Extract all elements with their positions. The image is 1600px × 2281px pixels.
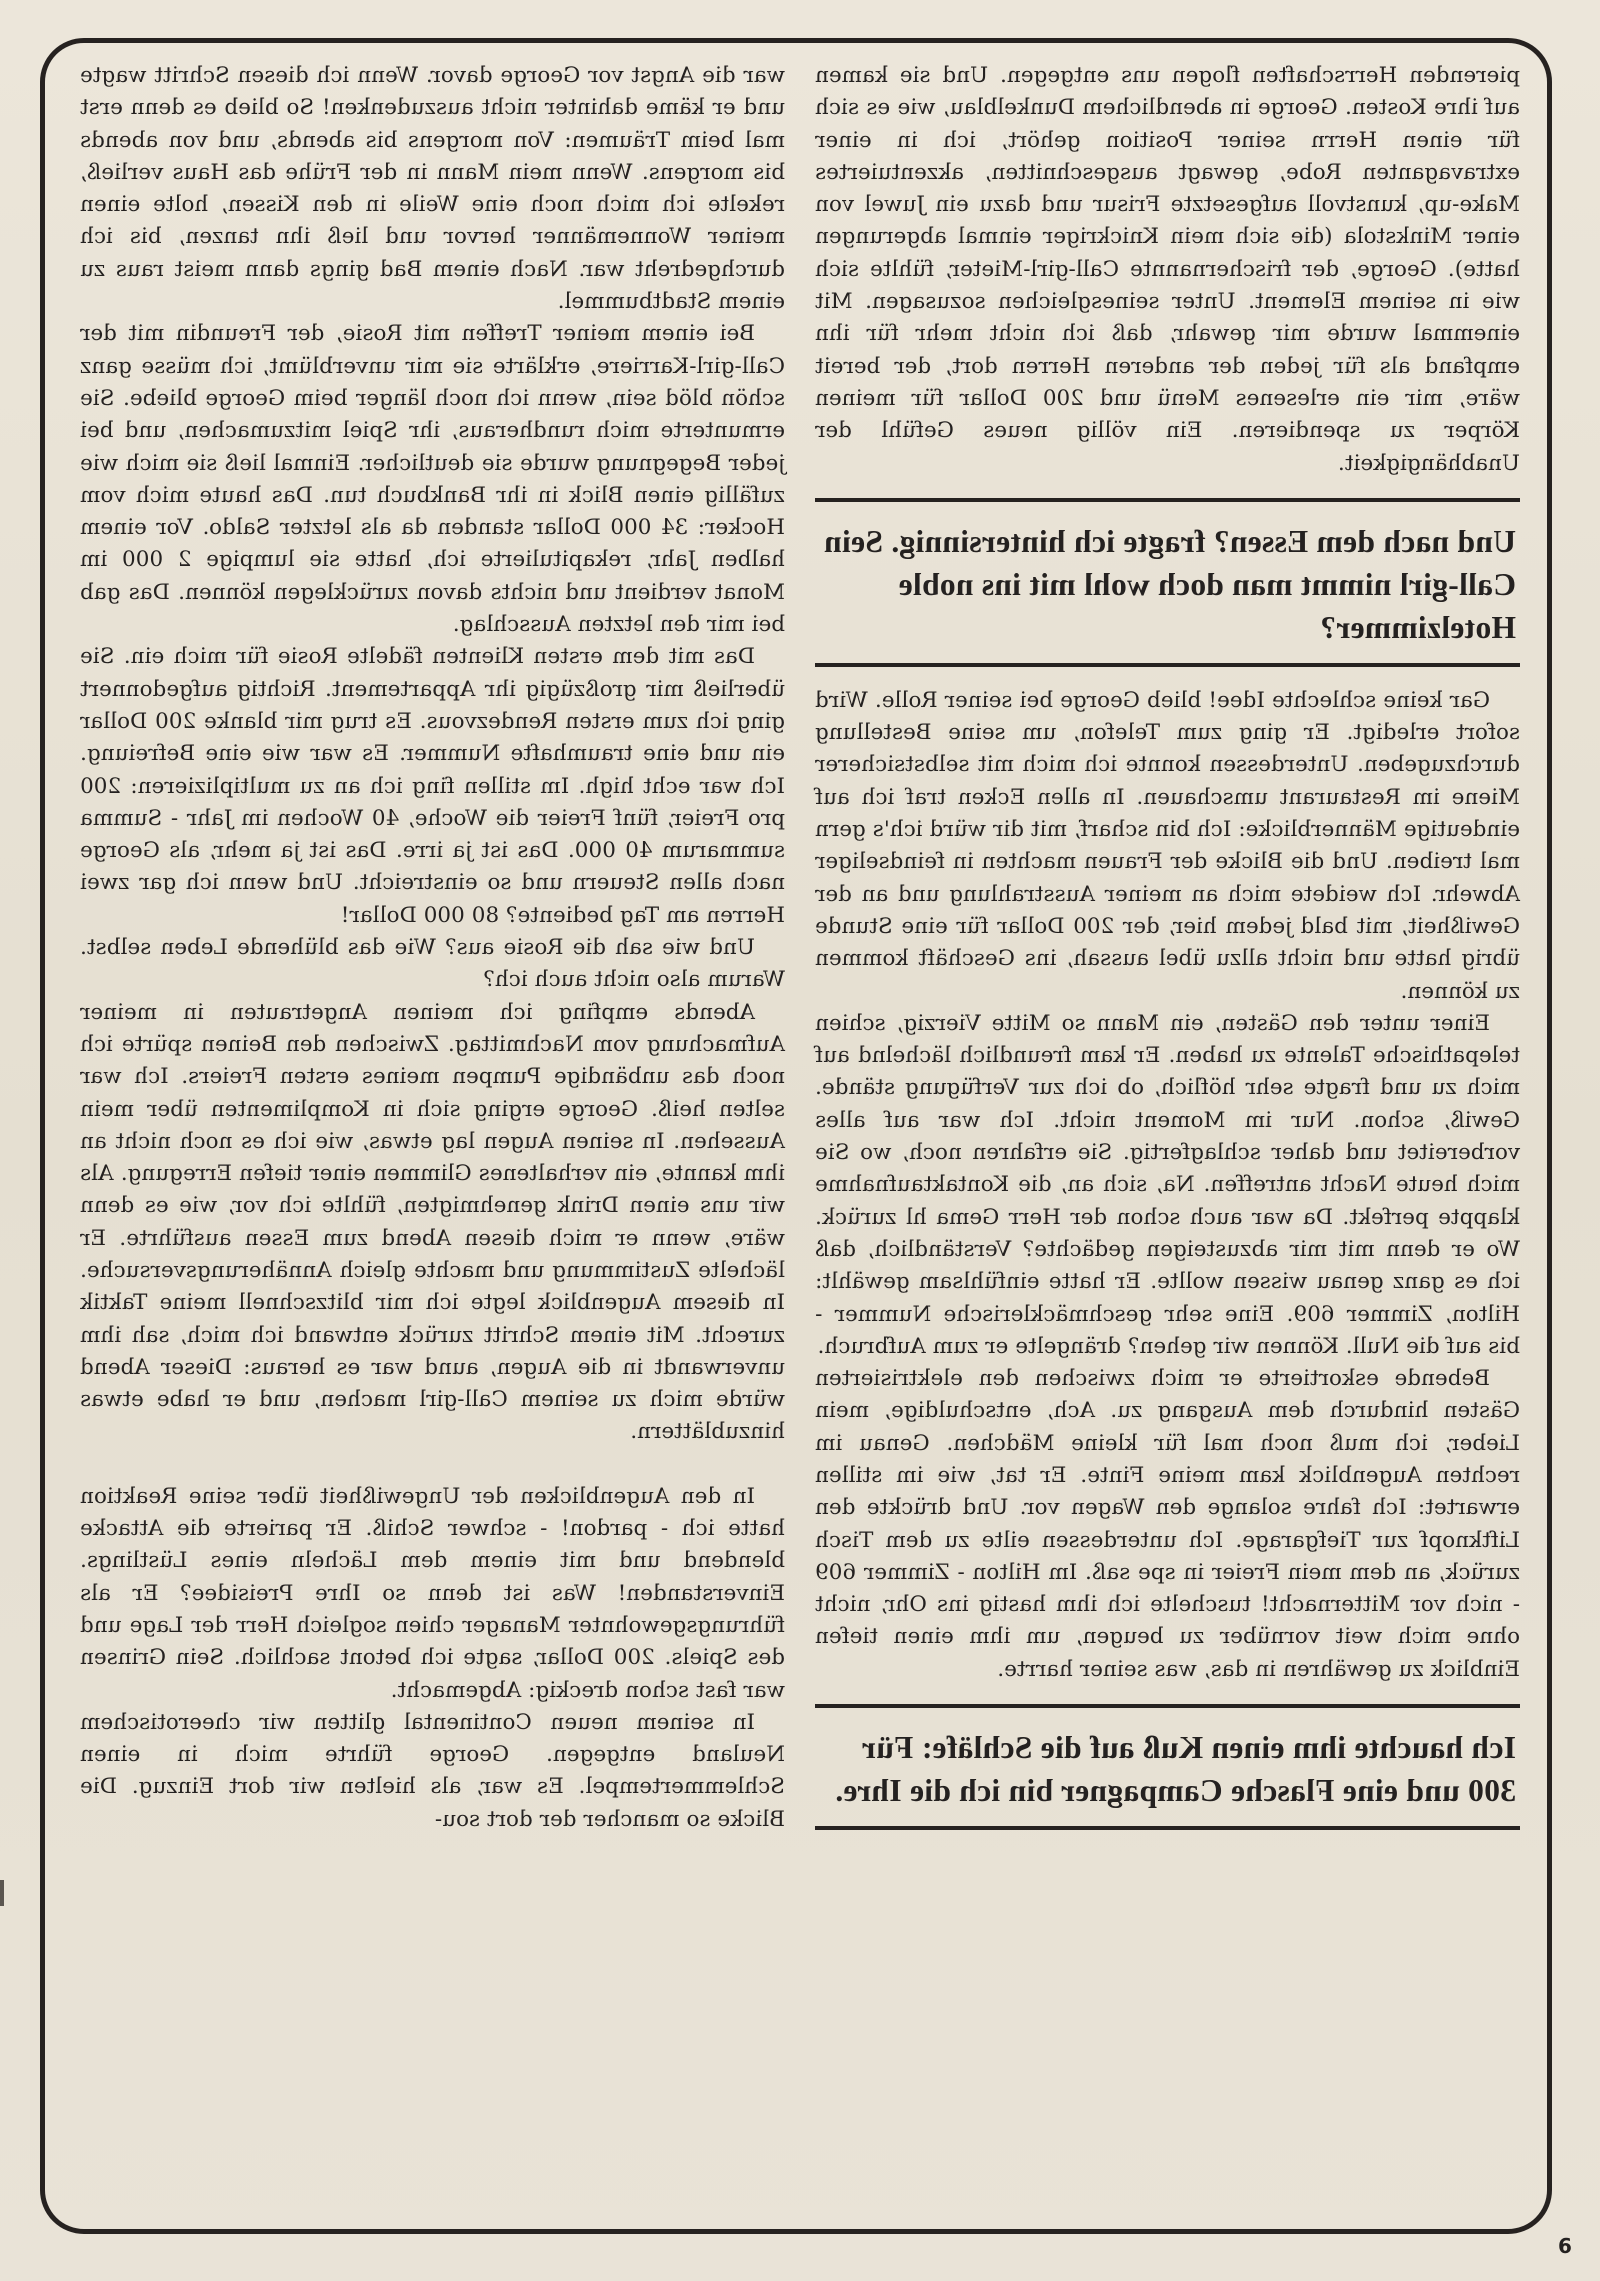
paragraph: In den Augenblicken der Ungewißheit über seine Reaktion hatte ich - pardon! - schwer Schiß. Er parierte die Attacke blendend und mit einem dem Lächeln eines Lüstlings. Einverstanden! Was ist denn so Ihre Preisidee? Er als führungsgewohnter Manager chien sogleich Herr der Lage und des Spiels. 200 Dollar, sagte ich betont sachlich. Sein Grinsen war fast schon dreckig: Abgemacht. xyxy=(80,1483,785,1703)
paragraph: Einer unter den Gästen, ein Mann so Mitte Vierzig, schien telepathische Talente zu haben. Er kam freundlich lächelnd auf mich zu und fragte sehr höflich, ob ich zur Verfügung stände. Gewiß, schon. Nur im Moment nicht. Ich war auf alles vorbereitet und daher schlagfertig. Sie erfahren noch, wo Sie mich heute Nacht antreffen. Na, sich an, die Kontaktaufnahme klappte perfekt. Da war auch schon der Herr Gema hl zurück. Wo er denn mit mir abzusteigen gedächte? Verständlich, daß ich es ganz genau wissen wollte. Er hatte einfühlsam gewählt: Hilton, Zimmer 609. Eine sehr geschmäcklerische Nummer - bis auf die Null. Können wir gehen? drängelte er zum Aufbruch. xyxy=(815,1010,1520,1359)
paragraph: Bebende eskortierte er mich zwischen den elektrisierten Gästen hindurch dem Ausgang zu. Ach, entschuldige, mein Lieber, ich muß noch mal für kleine Mädchen. Genau im rechten Augenblick kam meine Finte. Er tat, wie im stillen erwartet: Ich fahre solange den Wagen vor. Und drückte den Liftknopf zur Tiefgarage. Ich unterdessen eilte zu dem Tisch zurück, an dem mein Freier in spe saß. Im Hilton - Zimmer 609 - nich vor Mitternacht! tuschelte ich ihm hastig ins Ohr, nicht ohne mich weit vornüber zu beugen, um ihm einen tiefen Einblick zu gewähren in das, was seiner harrte. xyxy=(815,1366,1520,1682)
paragraph: Abends empfing ich meinen Angetrauten in meiner Aufmachung vom Nachmittag. Zwischen den Beinen spürte ich noch das unbändige Pumpen meines ersten Freiers. Ich war selten heiß. George erging sich in Komplimenten über mein Aussehen. In seinen Augen lag etwas, wie ich es noch nicht an ihm kannte, ein verhaltenes Glimmen einer tiefen Erregung. Als wir uns einen Drink genehmigten, fühlte ich vor, wie es denn wäre, wenn er mich diesen Abend zum Essen ausführte. Er lächelte Zustimmung und machte gleich Annäherungsversuche. In diesem Augenblick legte ich mir blitzschnell meine Taktik zurecht. Mit einem Schritt zurück entwand ich mich, sah ihm unverwandt in die Augen, aund war es heraus: Dieser Abend würde mich zu seinem Call-girl machen, und er habe etwas hinzublättern. xyxy=(80,999,785,1445)
text-column-right xyxy=(815,60,1520,1848)
paragraph: Das mit dem ersten Klienten fädelte Rosie für mich ein. Sie überließ mir großzügig ihr Appartement. Richtig aufgedonnert ging ich zum ersten Rendezvous. Es trug mir blanke 200 Dollar ein und eine traumhafte Nummer. Es war wie eine Befreiung. Ich war echt high. Im stillen fing ich an zu multiplizieren: 200 pro Freier, fünf Freier die Woche, 40 Wochen im Jahr - Summa summarum 40 000. Das ist ja irre. Das ist ja mehr, als George nach allen Steuern und so einstreicht. Und wenn ich gar zwei Herren am Tag bediente? 80 000 Dollar! xyxy=(80,644,785,928)
paragraph: Gar keine schlechte Idee! blieb George bei seiner Rolle. Wird sofort erledigt. Er ging zum Telefon, um seine Bestellung durchzugeben. Unterdessen konnte ich mich mit selbstsicherer Miene im Restaurant umschauen. In allen Ecken traf ich auf eindeutige Männerblicke: Ich bin scharf, mit dir würd ich's gern mal treiben. Und die Blicke der Frauen machten in feindseliger Abwehr. Ich weidete mich an meiner Ausstrahlung und an der Gewißheit, mit bald jedem hier, der 200 Dollar für eine Stunde übrig hatte und nicht allzu übel aussah, ins Geschäft kommen zu können. xyxy=(815,687,1520,1004)
paragraph: pierenden Herrschaften flogen uns entgegen. Und sie kamen auf ihre Kosten. George in abendlichem Dunkelblau, wie es sich für einen Herrn seiner Position gehört, ich in einer extravaganten Robe, gewagt ausgeschnitten, akzentuiertes Make-up, kunstvoll aufgesetzte Frisur und dazu ein Juwel von einer Minkstola (die sich mein Knickriger einmal abgerungen hatte). George, der frischernannte Call-girl-Mieter, fühlte sich wie in seinem Element. Unter seinesgleichen sozusagen. Mit einemmal wurde mir gewahr, daß ich nicht mehr für ihn empfand als für jeden der anderen Herren dort, der bereit wäre, mir ein erlesenes Menü und 200 Dollar für meinen Körper zu spendieren. Ein völlig neues Gefühl der Unabhängigkeit. xyxy=(815,63,1520,476)
pullquote: Und nach dem Essen? fragte ich hintersinnig. Sein Call-girl nimmt man doch wohl mit ins noble Hotelzimmer? xyxy=(815,498,1520,667)
page-number: 6 xyxy=(1558,2234,1572,2258)
paragraph: war die Angst vor George davor. Wenn ich diesen Schritt wagte und er käme dahinter nicht auszudenken! So blieb es denn erst mal beim Träumen: Von morgens bis abends, und von abends bis morgens. Wenn mein Mann in der Frühe das Haus verließ, rekelte ich mich noch eine Weile in den Kissen, holte einen meiner Wonnemänner hervor und ließ ihn tanzen, bis ich durchgedreht war. Nach einem Bad gings dann meist raus zu einem Stadtbummel. xyxy=(80,63,785,315)
pullquote: Ich hauchte ihm einen Kuß auf die Schläfe: Für 300 und eine Flasche Campagner bin ich die Ihre. xyxy=(815,1704,1520,1830)
paragraph: Bei einem meiner Treffen mit Rosie, der Freundin mit der Call-girl-Karriere, erklärte sie mir unverblümt, ich müsse ganz schön blöd sein, wenn ich noch länger beim George bliebe. Sie ermunterte mich rundheraus, ihr Spiel mitzumachen, und bei jeder Begegnung wurde sie deutlicher. Einmal ließ sie mich wie zufällig einen Blick in ihr Bankbuch tun. Das haute mich vom Hocker: 34 000 Dollar standen da als letzter Saldo. Vor einem halben Jahr, rekapitulierte ich, hatte sie lumpige 2 000 im Monat verdient und nichts davon zurücklegen können. Das gab bei mir den letzten Ausschlag. xyxy=(80,321,785,638)
text-column-left xyxy=(80,60,785,1836)
paragraph: Und wie sah die Rosie aus? Wie das blühende Leben selbst. Warum also nicht auch ich? xyxy=(80,935,785,993)
paragraph: In seinem neuen Continental glitten wir cheerotischem Neuland entgegen. George führte mich in einen Schlemmertempel. Es war, als hielten wir dort Einzug. Die Blicke so mancher der dort sou- xyxy=(80,1709,785,1832)
